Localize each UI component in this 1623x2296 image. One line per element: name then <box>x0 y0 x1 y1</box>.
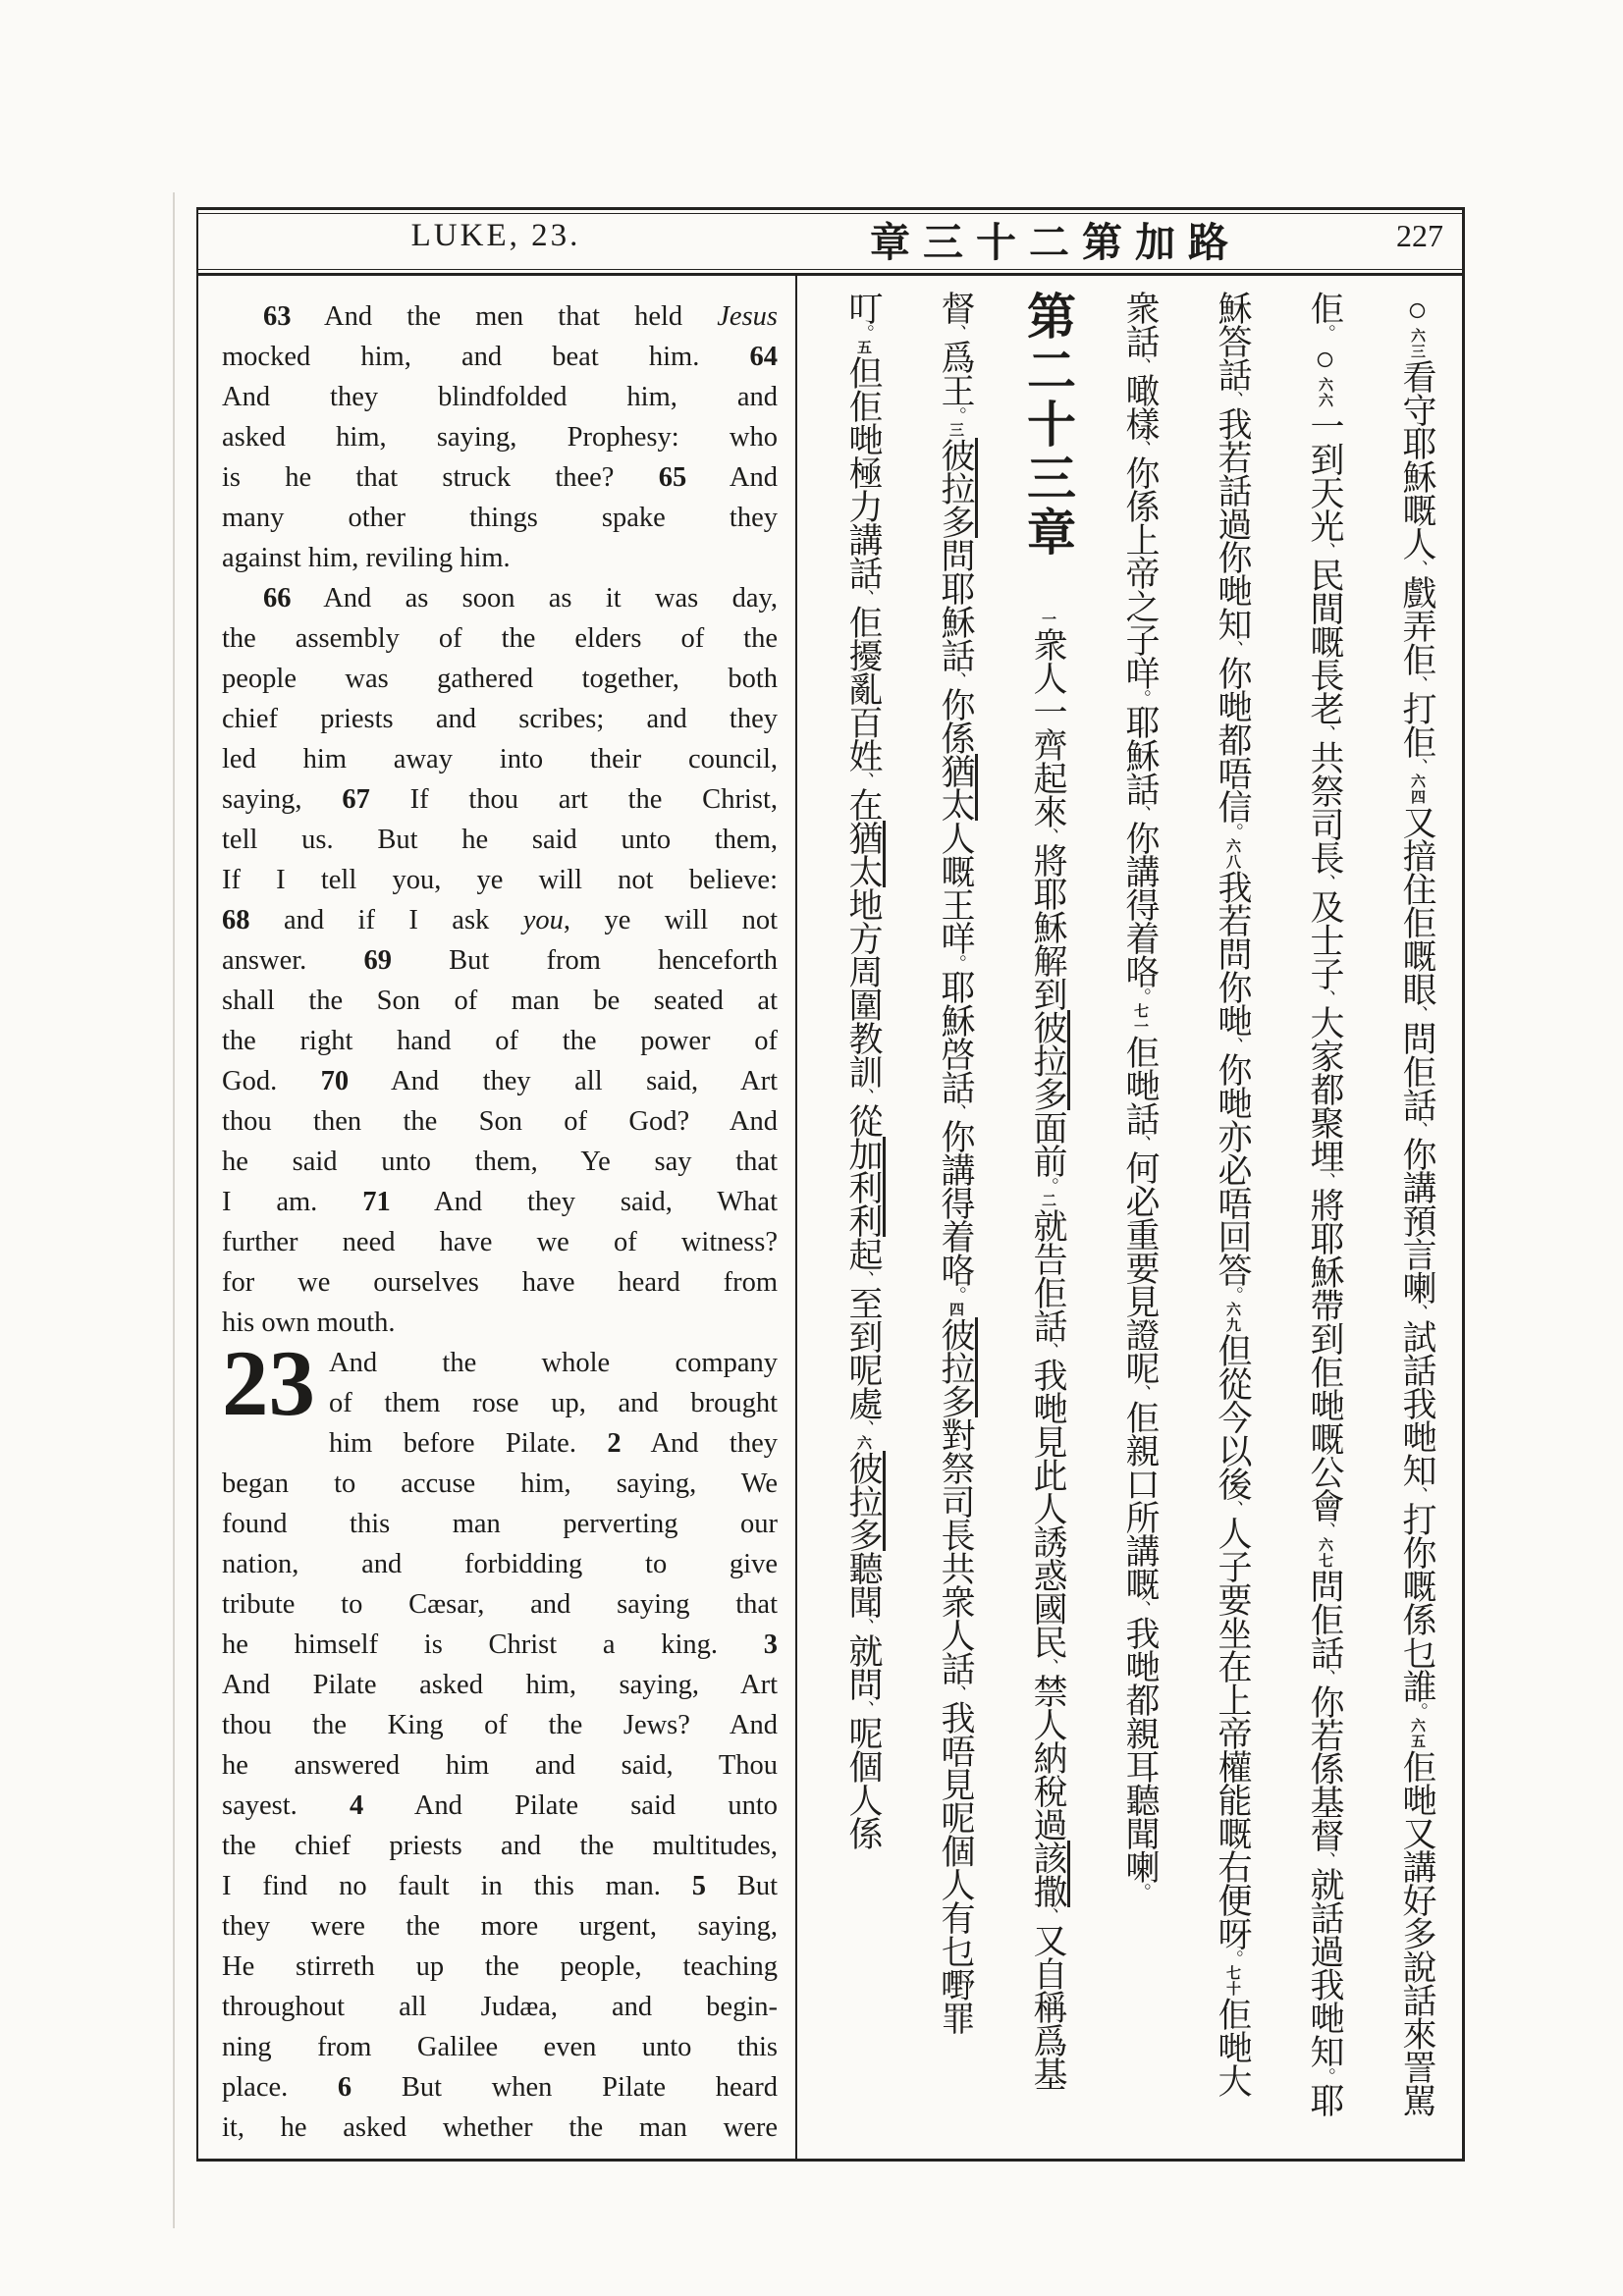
punctuation: 、 <box>853 1270 874 1286</box>
text-line <box>222 578 778 618</box>
punctuation: 、 <box>853 1419 874 1435</box>
punctuation: 、 <box>1407 675 1428 691</box>
chinese-column: 穌答話、我若話過你哋知、你哋都唔信。六八我若問你哋、你哋亦必唔回答。六九但從今以後、人子要坐在上帝權能嘅右便呀。七十佢哋大 <box>1214 291 1252 2097</box>
text-segment: And they <box>621 1428 778 1459</box>
text-segment: is he that struck thee? <box>222 462 659 493</box>
verse-marker: 五 <box>855 340 871 355</box>
text-segment: led him away into their council, <box>222 744 778 774</box>
italic-word: you <box>522 905 564 935</box>
punctuation: 、 <box>1407 1486 1428 1502</box>
text-line <box>222 1061 778 1101</box>
punctuation: 、 <box>1315 1851 1335 1867</box>
proper-noun-mark: 猶太 <box>844 821 886 887</box>
punctuation: 、 <box>1315 1172 1335 1188</box>
verse-marker: 七一 <box>1132 1003 1148 1035</box>
text-segment: tell us. But he said unto them, <box>222 825 778 855</box>
text-segment: the right hand of the power of <box>222 1026 778 1056</box>
text-segment: against him, reviling him. <box>222 543 511 573</box>
text-segment: the assembly of the elders of the <box>222 623 778 654</box>
text-line <box>222 1866 778 1906</box>
text-segment: And they said, What <box>390 1187 778 1217</box>
punctuation: 。 <box>1130 689 1151 705</box>
punctuation: 。 <box>1222 823 1243 838</box>
verse-number: 5 <box>691 1871 706 1901</box>
proper-noun-mark: 該撒 <box>1029 1841 1070 1907</box>
running-title-english: LUKE, 23. <box>410 218 581 253</box>
text-segment: And Pilate asked him, saying, Art <box>222 1670 778 1700</box>
verse-marker: 六七 <box>1317 1537 1332 1569</box>
text-line <box>222 498 778 538</box>
text-line <box>222 1906 778 1947</box>
text-line <box>222 699 778 739</box>
punctuation: 、 <box>1315 1522 1335 1537</box>
punctuation: 、 <box>1130 805 1151 821</box>
punctuation: 。 <box>1130 988 1151 1003</box>
text-segment: If I tell you, ye will not believe: <box>222 865 778 895</box>
text-segment: shall the Son of man be seated at <box>222 986 778 1016</box>
english-text-column <box>222 296 778 2148</box>
text-segment: mocked him, and beat him. <box>222 342 750 372</box>
text-line <box>222 739 778 779</box>
text-segment: many other things spake they <box>222 503 778 533</box>
text-segment: asked him, saying, Prophesy: who <box>222 422 778 453</box>
punctuation: 、 <box>1038 1342 1058 1358</box>
verse-marker: 六五 <box>1409 1718 1425 1749</box>
text-line <box>222 1504 778 1544</box>
punctuation: 。 <box>946 406 966 422</box>
text-segment: thou then the Son of God? And <box>222 1106 778 1137</box>
text-line <box>222 618 778 659</box>
text-line <box>222 1584 778 1625</box>
chinese-column: ○六三看守耶穌嘅人、戲弄佢、打佢、六四又揞住佢嘅眼、問佢話、你講預言喇、試話我哋知、打你嘅係乜誰。六五佢哋又講好多說話來詈駡 <box>1398 291 1436 2116</box>
text-segment: And <box>686 462 778 493</box>
verse-number: 68 <box>222 905 250 935</box>
text-segment: God. <box>222 1066 321 1096</box>
punctuation: 、 <box>1130 1135 1151 1150</box>
verse-marker: 二 <box>1040 1193 1055 1208</box>
proper-noun-mark: 猶太 <box>937 754 978 821</box>
text-segment: he said unto them, Ye say that <box>222 1147 778 1177</box>
text-segment: he himself is Christ a king. <box>222 1629 764 1660</box>
text-segment: But when Pilate heard <box>352 2072 778 2103</box>
text-segment: He stirreth up the people, teaching <box>222 1951 778 1982</box>
text-line <box>222 1544 778 1584</box>
punctuation: 、 <box>1130 357 1151 373</box>
text-line <box>222 779 778 820</box>
text-segment: But from henceforth <box>391 945 778 976</box>
text-line <box>222 981 778 1021</box>
text-segment: him before Pilate. <box>329 1428 608 1459</box>
chinese-column: 衆話、噉樣、你係上帝之子咩。耶穌話、你講得着咯。七一佢哋話、何必重要見證呢、佢親口所講嘅、我哋都親耳聽聞喇。 <box>1121 291 1160 1898</box>
text-segment: he answered him and said, Thou <box>222 1750 778 1781</box>
text-segment: And as soon as it was day, <box>291 583 778 614</box>
punctuation: 。 <box>1407 1702 1428 1718</box>
punctuation: 、 <box>1038 828 1058 843</box>
punctuation: 。 <box>946 954 966 970</box>
punctuation: 、 <box>1130 440 1151 455</box>
verse-marker: 六四 <box>1409 774 1425 805</box>
text-line <box>222 2108 778 2148</box>
punctuation: 、 <box>853 1700 874 1716</box>
text-line <box>222 538 778 578</box>
verse-number: 6 <box>337 2072 352 2103</box>
punctuation: 、 <box>1038 1907 1058 1923</box>
text-segment: sayest. <box>222 1790 350 1821</box>
verse-marker: 六三 <box>1409 328 1425 359</box>
punctuation: 。 <box>1038 1177 1058 1193</box>
text-segment: place. <box>222 2072 338 2103</box>
text-line <box>222 1625 778 1665</box>
text-line <box>222 1021 778 1061</box>
chinese-column: 佢。○六六一到天光、民間嘅長老、共祭司長、及士子、大家都聚埋、將耶穌帶到佢哋嘅公會、六七問佢話、你若係基督、就話過我哋知。耶 <box>1306 291 1344 2116</box>
text-line <box>222 1665 778 1705</box>
verse-marker: 六六 <box>1317 377 1332 408</box>
punctuation: 。 <box>1222 1949 1243 1965</box>
text-segment: they were the more urgent, saying, <box>222 1911 778 1942</box>
punctuation: 、 <box>853 772 874 787</box>
proper-noun-mark: 加利利 <box>844 1137 886 1237</box>
text-segment: of them rose up, and brought <box>329 1388 778 1418</box>
text-line <box>222 1303 778 1343</box>
text-segment: began to accuse him, saying, We <box>222 1468 778 1499</box>
text-line <box>222 2027 778 2067</box>
punctuation: 。 <box>1130 1883 1151 1898</box>
punctuation: 、 <box>1038 1658 1058 1674</box>
punctuation: 。 <box>853 324 874 340</box>
verse-marker: 一 <box>1040 612 1055 627</box>
text-segment: And they all said, Art <box>349 1066 778 1096</box>
punctuation: 、 <box>946 324 966 340</box>
verse-number: 64 <box>749 342 778 372</box>
verse-number: 69 <box>363 945 392 976</box>
verse-number: 2 <box>607 1428 622 1459</box>
text-line <box>222 2067 778 2108</box>
verse-number: 70 <box>320 1066 350 1096</box>
text-segment: And the men that held <box>291 301 718 332</box>
verse-marker: 六九 <box>1224 1302 1240 1333</box>
verse-number: 67 <box>342 784 370 815</box>
punctuation: 、 <box>1222 640 1243 656</box>
text-line <box>222 860 778 900</box>
text-line <box>222 1101 778 1142</box>
header-separator-thin <box>196 269 1465 270</box>
text-segment: And they blindfolded him, and <box>222 382 778 412</box>
punctuation: 、 <box>1407 1005 1428 1021</box>
punctuation: 、 <box>1222 1500 1243 1516</box>
running-title-chinese: 章三十二第加路 <box>870 220 1241 265</box>
text-line <box>222 940 778 981</box>
text-segment: nation, and forbidding to give <box>222 1549 778 1579</box>
text-line <box>222 1464 778 1504</box>
text-line <box>222 1262 778 1303</box>
proper-noun-mark: 彼拉多 <box>1029 1010 1070 1110</box>
verse-number: 3 <box>763 1629 778 1660</box>
verse-number: 71 <box>362 1187 391 1217</box>
punctuation: 、 <box>1407 758 1428 774</box>
verse-marker: 七十 <box>1224 1965 1240 1997</box>
text-segment: I find no fault in this man. <box>222 1871 692 1901</box>
text-segment: further need have we of witness? <box>222 1227 778 1257</box>
scan-edge-artifact <box>173 192 175 2228</box>
text-line <box>222 1826 778 1866</box>
punctuation: 、 <box>1315 542 1335 558</box>
punctuation: 、 <box>1130 1384 1151 1400</box>
italic-word: Jesus <box>717 301 778 332</box>
text-line <box>222 1786 778 1826</box>
text-segment: If thou art the Christ, <box>369 784 778 815</box>
column-divider-rule <box>795 273 797 2160</box>
text-segment: his own mouth. <box>222 1308 396 1338</box>
text-segment: chief priests and scribes; and they <box>222 704 778 734</box>
verse-number: 63 <box>263 301 292 332</box>
text-line <box>222 417 778 457</box>
text-line <box>222 1705 778 1745</box>
page-number: 227 <box>1396 218 1443 253</box>
text-segment: it, he asked whether the man were <box>222 2112 778 2143</box>
text-line <box>222 1182 778 1222</box>
text-segment: answer. <box>222 945 364 976</box>
punctuation: 、 <box>853 1618 874 1633</box>
text-segment: throughout all Judæa, and begin- <box>222 1992 778 2022</box>
text-segment: saying, <box>222 784 343 815</box>
text-line <box>222 820 778 860</box>
punctuation: 、 <box>853 1088 874 1103</box>
chinese-text-area <box>807 291 1463 2163</box>
text-segment: And the whole company <box>329 1348 778 1378</box>
text-line <box>222 457 778 498</box>
punctuation: 、 <box>853 589 874 605</box>
punctuation: 、 <box>1315 724 1335 740</box>
text-segment: people was gathered together, both <box>222 664 778 694</box>
text-segment: thou the King of the Jews? And <box>222 1710 778 1740</box>
punctuation: 、 <box>946 1103 966 1119</box>
punctuation: 。 <box>1315 2067 1335 2083</box>
chapter-number-dropcap: 23 <box>222 1331 315 1435</box>
punctuation: 、 <box>1130 1600 1151 1616</box>
header-separator-rule <box>196 273 1465 276</box>
text-segment: the chief priests and the multitudes, <box>222 1831 778 1861</box>
text-segment: and if I ask <box>249 905 523 935</box>
punctuation: 。 <box>1315 324 1335 340</box>
text-line <box>222 296 778 337</box>
chinese-column: 叮。五但佢哋極力講話、佢擾亂百姓、在猶太地方周圍教訓、從加利利起、至到呢處、六彼拉多聽聞、就問、呢個人係 <box>817 291 909 2163</box>
text-segment: tribute to Cæsar, and saying that <box>222 1589 778 1620</box>
punctuation: 、 <box>1222 1037 1243 1052</box>
text-segment: found this man perverting our <box>222 1509 778 1539</box>
text-line <box>222 1142 778 1182</box>
text-line <box>222 659 778 699</box>
verse-number: 66 <box>263 583 292 614</box>
text-line <box>222 377 778 417</box>
proper-noun-mark: 彼拉多 <box>937 1317 978 1417</box>
punctuation: 、 <box>1407 1304 1428 1319</box>
punctuation: 。 <box>946 1286 966 1302</box>
verse-marker: 四 <box>947 1302 963 1317</box>
chapter-heading: 第二十三章 <box>1020 291 1075 561</box>
frame-left-rule <box>196 207 198 2162</box>
verse-marker: 六八 <box>1224 838 1240 870</box>
chinese-column: 督、爲王。三彼拉多問耶穌話、你係猶太人嘅王咩。耶穌啓話、你講得着咯。四彼拉多對祭司長共衆人話、我唔見呢個人有乜嘢罪 <box>909 291 1001 2163</box>
punctuation: 、 <box>946 671 966 687</box>
text-segment: But <box>705 1871 778 1901</box>
text-segment: for we ourselves have heard from <box>222 1267 778 1298</box>
text-segment: I am. <box>222 1187 363 1217</box>
punctuation: 、 <box>1315 1669 1335 1684</box>
text-line <box>222 1987 778 2027</box>
verse-marker: 三 <box>947 422 963 438</box>
verse-number: 65 <box>658 462 687 493</box>
punctuation: 、 <box>1315 874 1335 889</box>
verse-number: 4 <box>349 1790 364 1821</box>
punctuation: 、 <box>1315 989 1335 1005</box>
text-line <box>222 337 778 377</box>
proper-noun-mark: 彼拉多 <box>937 438 978 538</box>
text-line <box>222 1947 778 1987</box>
chinese-column: 第二十三章一衆人一齊起來、將耶穌解到彼拉多面前。二就告佢話、我哋見此人誘惑國民、禁人納稅過該撒、又自稱爲基 <box>1020 291 1075 2090</box>
punctuation: 、 <box>1222 391 1243 406</box>
text-segment: And Pilate said unto <box>363 1790 778 1821</box>
punctuation: 。 <box>1222 1286 1243 1302</box>
punctuation: 、 <box>946 1684 966 1700</box>
punctuation: 、 <box>1407 560 1428 575</box>
text-line <box>222 1745 778 1786</box>
punctuation: 、 <box>1407 1121 1428 1137</box>
text-segment: ning from Galilee even unto this <box>222 2032 778 2062</box>
text-segment: , ye will not <box>563 905 779 935</box>
verse-marker: 六 <box>855 1435 871 1451</box>
text-line <box>222 1222 778 1262</box>
text-line <box>222 900 778 940</box>
proper-noun-mark: 彼拉多 <box>844 1451 886 1551</box>
